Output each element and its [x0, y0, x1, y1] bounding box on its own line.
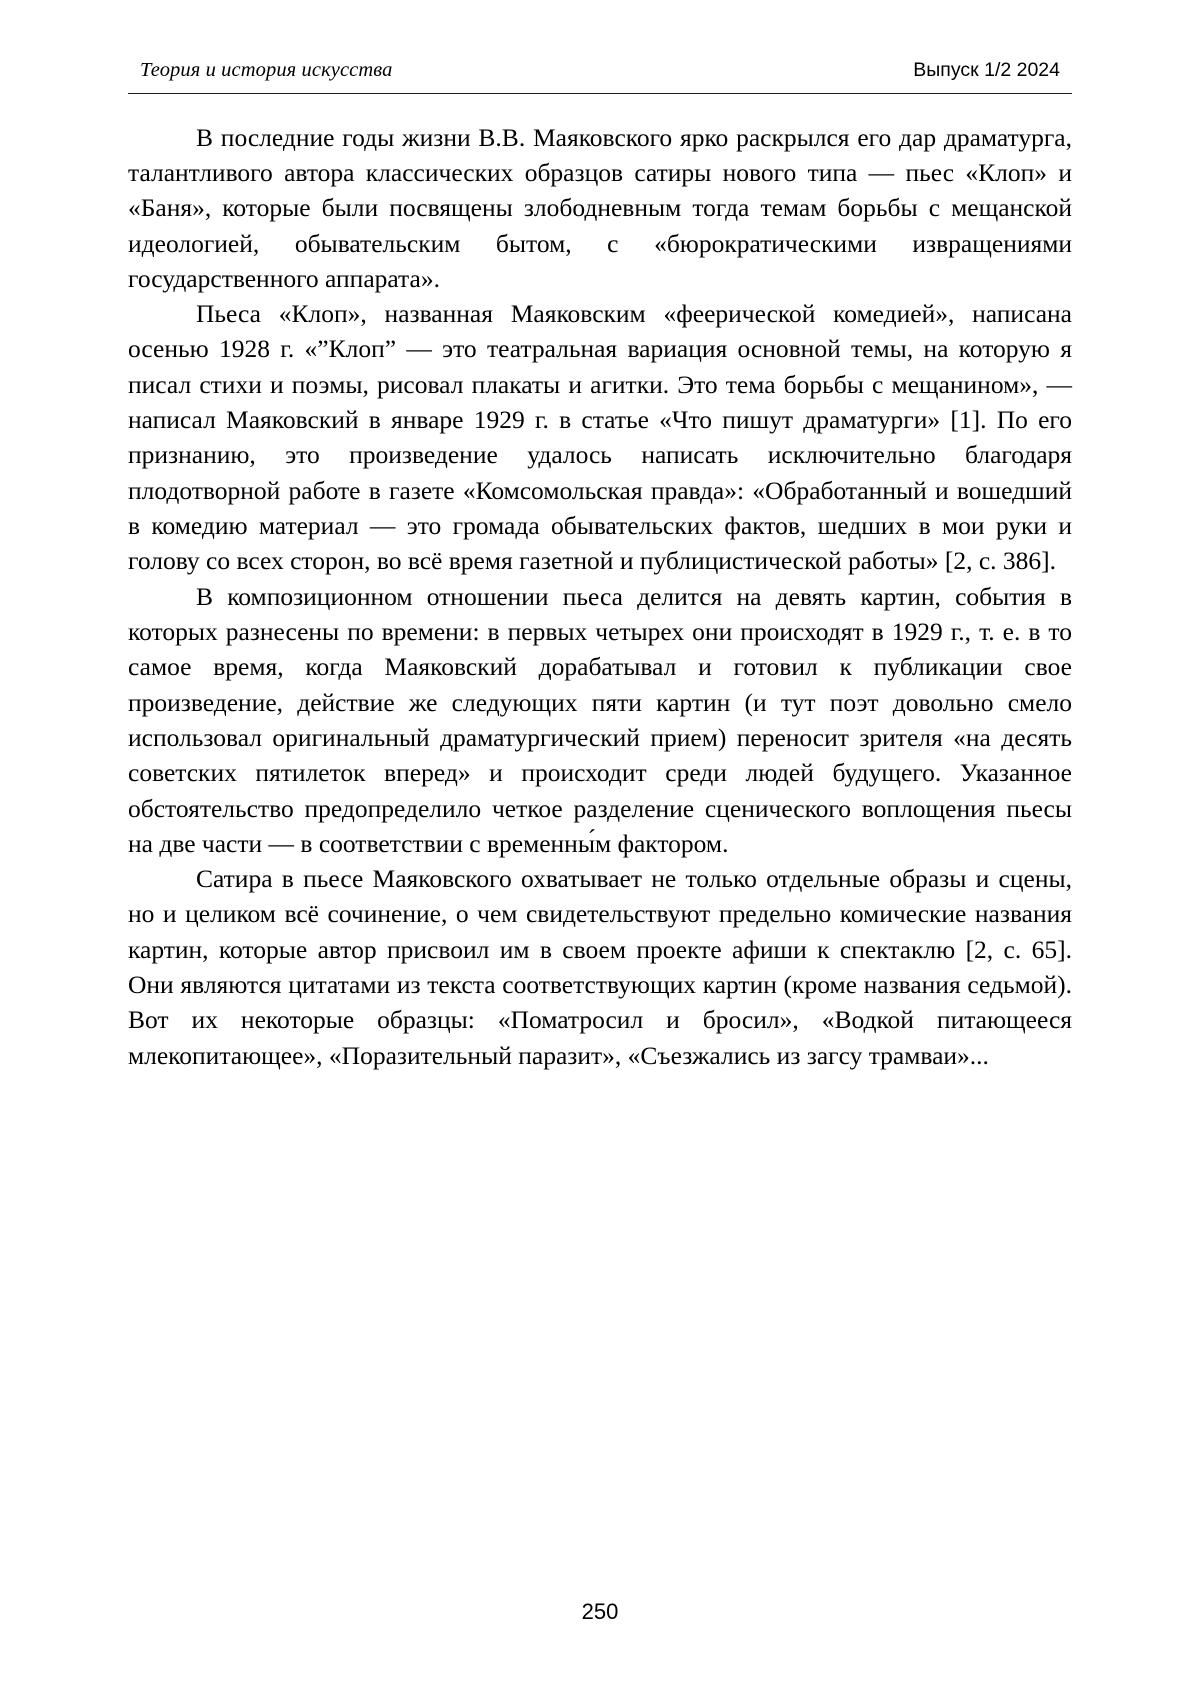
paragraph: В последние годы жизни В.В. Маяковского ярко раскрылся его дар драматурга, талантливого автора классических образцов сатиры нового типа — пьес «Клоп» и «Баня», которые были посвящены злободневным тогда темам борьбы с мещанской идеологией, обывательским бытом, с «бюрократическими извращениями государственного аппарата». — [128, 122, 1072, 293]
running-head-issue: Выпуск 1/2 2024 — [913, 59, 1060, 81]
body-text — [128, 120, 1072, 1073]
paragraph: Сатира в пьесе Маяковского охватывает не только отдельные образы и сцены, но и целиком всё сочинение, о чем свидетельствуют предельно комические названия картин, которые автор присвоил им в своем проекте афиши к спектаклю [2, с. 65]. Они являются цитатами из текста соответствующих картин (кроме названия седьмой). Вот их некоторые образцы: «Поматросил и бросил», «Водкой питающееся млекопитающее», «Поразительный паразит», «Съезжались из загсу трамваи»... — [128, 864, 1072, 1070]
paragraph: Пьеса «Клоп», названная Маяковским «феерической комедией», написана осенью 1928 г. «”Клоп” — это театральная вариация основной темы, на которую я писал стихи и поэмы, рисовал плакаты и агитки. Это тема борьбы с мещанином», — написал Маяковский в январе 1929 г. в статье «Что пишут драматурги» [1]. По его признанию, это произведение удалось написать исключительно благодаря плодотворной работе в газете «Комсомольская правда»: «Обработанный и вошедший в комедию материал — это громада обывательских фактов, шедших в мои руки и голову со всех сторон, во всё время газетной и публицистической работы» [2, с. 386]. — [128, 299, 1072, 576]
running-head — [128, 58, 1072, 94]
paragraph: В композиционном отношении пьеса делится на девять картин, события в которых разнесены по времени: в первых четырех они происходят в 1929 г., т. е. в то самое время, когда Маяковский дорабатывал и готовил к публикации свое произведение, действие же следующих пяти картин (и тут поэт довольно смело использовал оригинальный драматургический прием) переносит зрителя «на десять советских пятилеток вперед» и происходит среди людей будущего. Указанное обстоятельство предопределило четкое разделение сценического воплощения пьесы на две части — в соответствии с временны́м фактором. — [128, 581, 1072, 858]
running-head-journal-title: Теория и история искусства — [140, 59, 393, 81]
page-number: 250 — [581, 1599, 619, 1624]
